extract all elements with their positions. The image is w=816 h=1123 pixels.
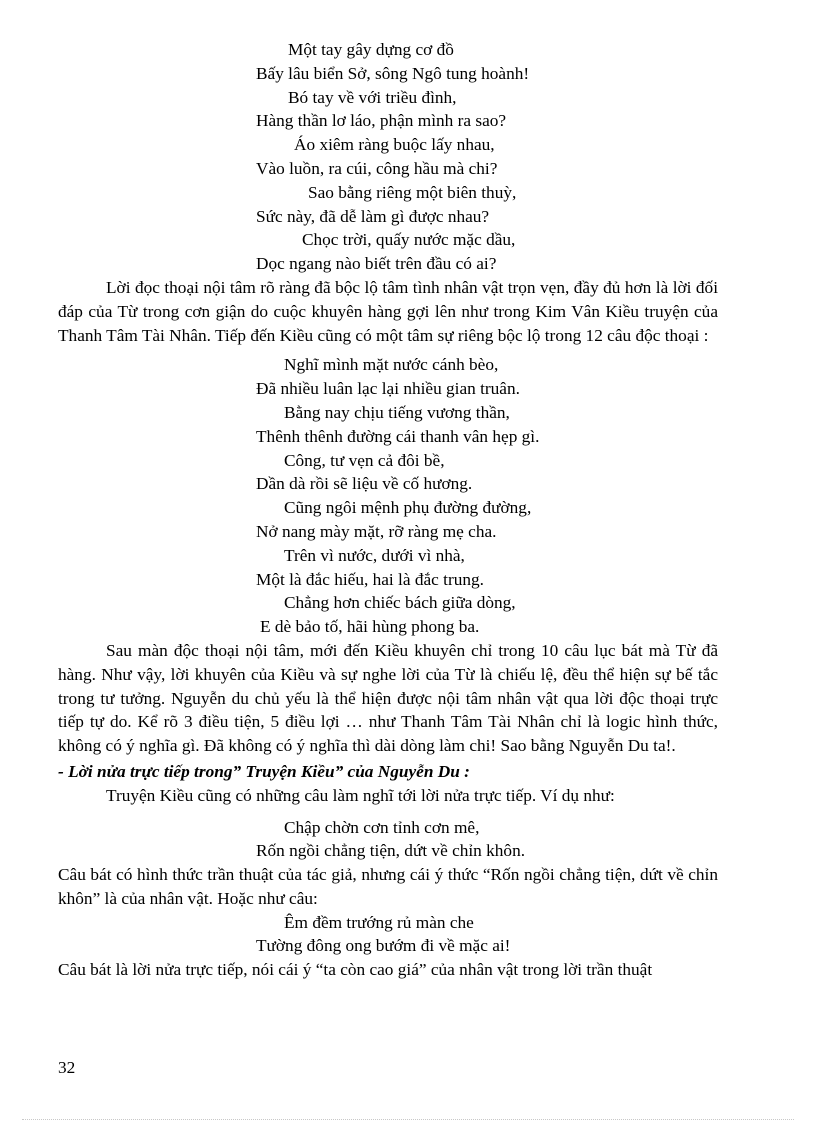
verse-line: Dọc ngang nào biết trên đầu có ai? (256, 254, 497, 274)
verse-line: Bấy lâu biển Sở, sông Ngô tung hoành! (256, 63, 530, 83)
verse-line: Sức này, đã dễ làm gì được nhau? (256, 206, 490, 226)
verse-line: Chập chờn cơn tỉnh cơn mê, (284, 817, 480, 837)
verse-line: Cũng ngôi mệnh phụ đường đường, (284, 498, 532, 518)
paragraph: Sau màn độc thoại nội tâm, mới đến Kiều khuyên chỉ trong 10 câu lục bát mà Từ đã hàng. Như vậy, lời khuyên của Kiều và sự nghe lời của Từ là chiếu lệ, đều thể hiện sự bế tắc trong tư tưởng. Nguyễn du chủ yếu là thể hiện được nội tâm nhân vật qua lời độc thoại trực tiếp tự do. Kể rõ 3 điều tiện, 5 điều lợi … như Thanh Tâm Tài Nhân chỉ là logic hình thức, không có ý nghĩa gì. Đã không có ý nghĩa thì dài dòng làm chi! Sao bằng Nguyễn Du ta!. (58, 640, 718, 756)
verse-line: Hàng thần lơ láo, phận mình ra sao? (256, 111, 507, 131)
verse-block-tu-hai (58, 38, 718, 276)
verse-line: Dần dà rồi sẽ liệu về cố hương. (256, 474, 473, 494)
verse-line: Chọc trời, quấy nước mặc dầu, (302, 230, 516, 250)
verse-line: Sao bằng riêng một biên thuỳ, (308, 182, 517, 202)
paragraph: Lời đọc thoại nội tâm rõ ràng đã bộc lộ tâm tình nhân vật trọn vẹn, đầy đủ hơn là lời đối đáp của Từ trong cơn giận do cuộc khuyên hàng gợi lên như trong Kim Vân Kiều truyện của Thanh Tâm Tài Nhân. Tiếp đến Kiều cũng có một tâm sự riêng bộc lộ trong 12 câu độc thoại : (58, 277, 718, 345)
verse-line: Bó tay về với triều đình, (288, 87, 457, 107)
section-heading: - Lời nửa trực tiếp trong” Truyện Kiều” của Nguyễn Du : (58, 761, 470, 781)
verse-line: Trên vì nước, dưới vì nhà, (284, 545, 465, 565)
verse-line: Nở nang mày mặt, rỡ ràng mẹ cha. (256, 521, 497, 541)
footer-divider (22, 1119, 794, 1120)
verse-line: Thênh thênh đường cái thanh vân hẹp gì. (256, 426, 540, 446)
verse-line: Rốn ngồi chẳng tiện, dứt về chỉn khôn. (256, 841, 526, 861)
verse-line: Đã nhiều luân lạc lại nhiều gian truân. (256, 379, 520, 399)
verse-line: Vào luồn, ra cúi, công hầu mà chi? (256, 158, 498, 178)
verse-line: Công, tư vẹn cả đôi bề, (284, 450, 445, 470)
verse-block-kieu (58, 353, 718, 639)
verse-line: Bằng nay chịu tiếng vương thần, (284, 402, 510, 422)
verse-line: Một là đắc hiếu, hai là đắc trung. (256, 569, 484, 589)
verse-line: Một tay gây dựng cơ đồ (288, 40, 454, 59)
verse-line: Chẳng hơn chiếc bách giữa dòng, (284, 593, 516, 613)
page-content (58, 38, 718, 982)
verse-line: Êm đềm trướng rủ màn che (284, 912, 474, 932)
verse-block-example-2 (58, 911, 718, 959)
paragraph: Câu bát là lời nửa trực tiếp, nói cái ý “ta còn cao giá” của nhân vật trong lời trần thuật (58, 960, 653, 980)
verse-block-example-1 (58, 816, 718, 864)
verse-line: Áo xiêm ràng buộc lấy nhau, (294, 135, 495, 155)
verse-line: E dè bảo tố, hãi hùng phong ba. (260, 617, 480, 637)
paragraph: Truyện Kiều cũng có những câu làm nghĩ tới lời nửa trực tiếp. Ví dụ như: (106, 785, 615, 805)
verse-line: Nghĩ mình mặt nước cánh bèo, (284, 355, 499, 375)
paragraph: Câu bát có hình thức trần thuật của tác giả, nhưng cái ý thức “Rốn ngồi chẳng tiện, dứt về chỉn khôn” là của nhân vật. Hoặc như câu: (58, 865, 718, 908)
page-number: 32 (58, 1058, 76, 1077)
verse-line: Tường đông ong bướm đi về mặc ai! (256, 936, 511, 956)
